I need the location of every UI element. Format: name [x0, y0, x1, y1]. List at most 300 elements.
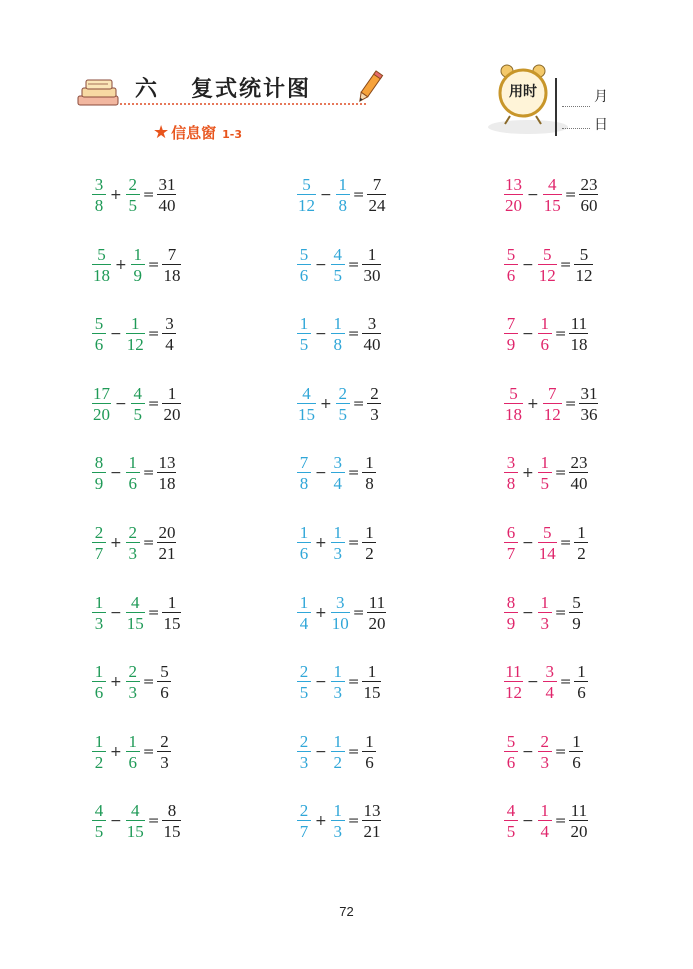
- problem-row: [0, 448, 693, 498]
- numerator: 20: [158, 523, 176, 542]
- answer-fraction: [362, 733, 376, 771]
- numerator: 5: [299, 244, 309, 264]
- denominator: 20: [163, 404, 181, 424]
- answer-fraction: [569, 733, 583, 771]
- answer-fraction: [569, 315, 588, 353]
- numerator: 5: [97, 244, 106, 264]
- operand-fraction: [92, 594, 106, 632]
- operator: −: [110, 813, 122, 830]
- numerator: 8: [94, 453, 104, 473]
- numerator: 5: [506, 731, 516, 751]
- operand-fraction: [538, 802, 552, 840]
- operand-fraction: [504, 802, 518, 840]
- denominator: 5: [92, 820, 106, 840]
- operand-fraction: [538, 594, 552, 632]
- numerator: 1: [333, 801, 342, 821]
- numerator: 5: [542, 523, 552, 542]
- operand-fraction: [126, 524, 140, 562]
- operand-fraction: [543, 176, 562, 214]
- numerator: 3: [333, 453, 342, 473]
- operator: −: [315, 674, 327, 691]
- operator: −: [315, 326, 327, 343]
- equals-sign: =: [142, 535, 155, 551]
- denominator: 3: [331, 542, 345, 562]
- numerator: 4: [130, 801, 140, 821]
- problem: [297, 448, 376, 498]
- problem: [504, 796, 588, 846]
- equals-sign: =: [564, 395, 577, 412]
- operand-fraction: [131, 385, 145, 423]
- equals-sign: =: [554, 604, 567, 621]
- denominator: 18: [93, 265, 110, 285]
- numerator: 1: [540, 801, 549, 821]
- operand-fraction: [504, 385, 523, 423]
- denominator: 4: [538, 820, 552, 840]
- problem-row: [0, 588, 693, 638]
- numerator: 1: [577, 662, 586, 682]
- operand-fraction: [504, 454, 518, 492]
- numerator: 1: [333, 314, 342, 334]
- equals-sign: =: [142, 674, 155, 691]
- denominator: 3: [538, 751, 552, 771]
- equals-sign: =: [559, 674, 572, 691]
- numerator: 1: [167, 592, 177, 612]
- numerator: 1: [299, 592, 309, 612]
- operand-fraction: [126, 454, 140, 492]
- denominator: 3: [367, 403, 381, 423]
- operator: −: [315, 743, 327, 760]
- problem: [504, 657, 588, 707]
- numerator: 8: [167, 801, 177, 821]
- denominator: 40: [363, 335, 381, 355]
- numerator: 4: [547, 175, 557, 194]
- equals-sign: =: [554, 465, 567, 482]
- numerator: 1: [94, 731, 104, 751]
- numerator: 1: [367, 662, 377, 682]
- problem-row: [0, 170, 693, 220]
- problem: [92, 170, 176, 220]
- problem-row: [0, 379, 693, 429]
- problem: [504, 727, 583, 777]
- denominator: 18: [505, 404, 522, 424]
- numerator: 3: [545, 662, 554, 682]
- operator: +: [110, 187, 122, 203]
- denominator: 5: [538, 472, 552, 492]
- problem: [504, 309, 588, 359]
- denominator: 18: [570, 335, 588, 355]
- denominator: 9: [92, 472, 106, 492]
- numerator: 2: [128, 523, 137, 542]
- problem: [297, 518, 376, 568]
- numerator: 11: [570, 801, 588, 821]
- denominator: 2: [331, 751, 345, 771]
- numerator: 31: [158, 175, 176, 194]
- numerator: 11: [505, 662, 522, 682]
- operand-fraction: [126, 663, 140, 701]
- numerator: 1: [333, 662, 342, 682]
- day-field: [562, 114, 608, 134]
- numerator: 1: [128, 731, 137, 751]
- equals-sign: =: [554, 326, 567, 343]
- denominator: 8: [336, 194, 350, 214]
- numerator: 4: [302, 383, 311, 403]
- operator: −: [110, 465, 122, 482]
- answer-fraction: [157, 663, 171, 701]
- operand-fraction: [297, 524, 311, 562]
- denominator: 2: [92, 751, 106, 771]
- denominator: 3: [331, 681, 345, 701]
- operator: +: [315, 813, 327, 830]
- denominator: 20: [368, 613, 386, 633]
- operand-fraction: [504, 176, 523, 214]
- equals-sign: =: [142, 743, 155, 760]
- numerator: 17: [93, 383, 110, 403]
- problem: [297, 379, 381, 429]
- numerator: 1: [540, 592, 549, 612]
- section-heading: [153, 122, 242, 143]
- operand-fraction: [538, 315, 552, 353]
- problem: [297, 657, 381, 707]
- title-underline: [120, 103, 366, 105]
- numerator: 2: [299, 801, 309, 821]
- denominator: 4: [162, 333, 176, 353]
- operand-fraction: [92, 246, 111, 284]
- operand-fraction: [92, 733, 106, 771]
- numerator: 23: [570, 453, 588, 473]
- operand-fraction: [297, 176, 316, 214]
- star-icon: ★: [153, 122, 170, 143]
- numerator: 5: [579, 244, 589, 264]
- denominator: 5: [131, 403, 145, 423]
- operand-fraction: [126, 176, 140, 214]
- operand-fraction: [336, 176, 350, 214]
- denominator: 15: [363, 683, 381, 703]
- operator: +: [110, 743, 122, 760]
- denominator: 3: [331, 820, 345, 840]
- denominator: 6: [504, 751, 518, 771]
- answer-fraction: [362, 246, 381, 284]
- numerator: 1: [540, 453, 549, 473]
- operator: −: [320, 187, 332, 203]
- problem: [92, 240, 181, 290]
- operand-fraction: [92, 315, 106, 353]
- denominator: 8: [92, 194, 106, 214]
- denominator: 9: [504, 333, 518, 353]
- denominator: 12: [298, 196, 315, 215]
- answer-fraction: [157, 733, 171, 771]
- month-label: 月: [594, 89, 608, 105]
- numerator: 8: [506, 592, 516, 612]
- operand-fraction: [126, 315, 145, 353]
- numerator: 31: [580, 383, 598, 403]
- answer-fraction: [579, 176, 598, 214]
- operand-fraction: [504, 524, 518, 562]
- denominator: 14: [538, 544, 556, 563]
- numerator: 1: [365, 523, 374, 542]
- denominator: 21: [363, 822, 381, 842]
- numerator: 11: [368, 592, 386, 612]
- numerator: 13: [363, 801, 381, 821]
- denominator: 40: [158, 196, 176, 215]
- numerator: 1: [338, 175, 347, 194]
- denominator: 9: [131, 264, 145, 284]
- answer-fraction: [157, 524, 176, 562]
- denominator: 15: [126, 613, 144, 633]
- numerator: 4: [130, 592, 140, 612]
- numerator: 5: [506, 244, 516, 264]
- operand-fraction: [92, 802, 106, 840]
- problem: [504, 379, 598, 429]
- answer-fraction: [362, 524, 376, 562]
- denominator: 40: [570, 474, 588, 494]
- operand-fraction: [331, 246, 345, 284]
- denominator: 7: [92, 542, 106, 562]
- denominator: 6: [297, 264, 311, 284]
- equals-sign: =: [564, 187, 577, 203]
- equals-sign: =: [142, 187, 155, 203]
- problem: [297, 240, 381, 290]
- pencil-icon: [354, 70, 384, 106]
- numerator: 2: [94, 523, 104, 542]
- problem: [92, 588, 181, 638]
- denominator: 3: [126, 681, 140, 701]
- equals-sign: =: [559, 256, 572, 273]
- denominator: 60: [580, 196, 598, 215]
- numerator: 1: [577, 523, 586, 542]
- denominator: 20: [505, 196, 522, 215]
- numerator: 23: [580, 175, 598, 194]
- denominator: 9: [504, 612, 518, 632]
- equals-sign: =: [352, 395, 365, 412]
- operand-fraction: [92, 663, 106, 701]
- operand-fraction: [538, 733, 552, 771]
- equals-sign: =: [347, 256, 360, 273]
- equals-sign: =: [142, 465, 155, 482]
- operand-fraction: [504, 594, 518, 632]
- answer-fraction: [569, 594, 583, 632]
- problem: [297, 796, 381, 846]
- operand-fraction: [504, 663, 523, 701]
- denominator: 3: [538, 612, 552, 632]
- operator: +: [320, 395, 332, 412]
- numerator: 7: [167, 244, 177, 264]
- denominator: 6: [157, 681, 171, 701]
- denominator: 15: [543, 196, 561, 215]
- problem: [92, 518, 176, 568]
- operator: −: [315, 256, 327, 273]
- numerator: 4: [333, 244, 342, 264]
- numerator: 5: [160, 662, 169, 682]
- answer-fraction: [569, 454, 588, 492]
- numerator: 1: [365, 731, 374, 751]
- operator: −: [522, 535, 534, 551]
- numerator: 1: [94, 662, 104, 682]
- numerator: 3: [367, 314, 377, 334]
- numerator: 3: [165, 314, 174, 334]
- numerator: 1: [367, 244, 377, 264]
- answer-fraction: [574, 663, 588, 701]
- operand-fraction: [331, 454, 345, 492]
- problem-row: [0, 309, 693, 359]
- equals-sign: =: [554, 743, 567, 760]
- equals-sign: =: [147, 604, 160, 621]
- operator: −: [315, 465, 327, 482]
- denominator: 5: [297, 333, 311, 353]
- equals-sign: =: [347, 535, 360, 551]
- numerator: 2: [160, 731, 169, 751]
- operator: −: [110, 326, 122, 343]
- page-number: 72: [339, 904, 354, 919]
- denominator: 6: [92, 681, 106, 701]
- answer-fraction: [362, 663, 381, 701]
- problem: [504, 518, 588, 568]
- operand-fraction: [92, 385, 111, 423]
- operator: −: [522, 256, 534, 273]
- numerator: 4: [133, 383, 142, 403]
- numerator: 2: [128, 175, 137, 194]
- operand-fraction: [331, 594, 350, 632]
- answer-fraction: [162, 594, 181, 632]
- equals-sign: =: [147, 813, 160, 830]
- problem-row: [0, 727, 693, 777]
- day-label: 日: [594, 117, 608, 133]
- numerator: 6: [506, 523, 516, 542]
- operator: −: [527, 674, 539, 691]
- problem: [297, 170, 386, 220]
- operand-fraction: [297, 594, 311, 632]
- denominator: 4: [331, 472, 345, 492]
- denominator: 6: [538, 333, 552, 353]
- denominator: 15: [163, 822, 181, 842]
- denominator: 12: [126, 335, 144, 355]
- section-range: 1-3: [222, 128, 243, 141]
- denominator: 30: [363, 265, 381, 285]
- operand-fraction: [126, 802, 145, 840]
- numerator: 2: [128, 662, 137, 682]
- numerator: 1: [130, 314, 140, 334]
- equals-sign: =: [347, 465, 360, 482]
- answer-fraction: [574, 524, 588, 562]
- date-divider: [555, 78, 557, 136]
- day-blank: [562, 128, 590, 129]
- operand-fraction: [297, 454, 311, 492]
- operand-fraction: [297, 385, 316, 423]
- numerator: 1: [128, 453, 137, 473]
- numerator: 1: [540, 314, 549, 334]
- denominator: 12: [505, 683, 522, 703]
- operand-fraction: [504, 733, 518, 771]
- denominator: 5: [504, 820, 518, 840]
- equals-sign: =: [347, 326, 360, 343]
- denominator: 5: [331, 264, 345, 284]
- answer-fraction: [162, 315, 176, 353]
- problem: [504, 448, 588, 498]
- operand-fraction: [331, 733, 345, 771]
- denominator: 6: [92, 333, 106, 353]
- denominator: 6: [569, 751, 583, 771]
- operand-fraction: [297, 663, 311, 701]
- answer-fraction: [367, 176, 386, 214]
- operator: +: [527, 395, 539, 412]
- problem: [504, 240, 593, 290]
- equals-sign: =: [347, 743, 360, 760]
- problem: [504, 588, 583, 638]
- denominator: 6: [504, 264, 518, 284]
- operator: −: [522, 326, 534, 343]
- problem-row: [0, 657, 693, 707]
- equals-sign: =: [352, 187, 365, 203]
- problem: [92, 379, 181, 429]
- denominator: 8: [331, 333, 345, 353]
- denominator: 12: [575, 265, 593, 285]
- numerator: 1: [299, 314, 309, 334]
- numerator: 1: [299, 523, 309, 542]
- equals-sign: =: [559, 535, 572, 551]
- numerator: 2: [540, 731, 549, 751]
- operand-fraction: [297, 246, 311, 284]
- denominator: 18: [158, 474, 176, 494]
- numerator: 1: [365, 453, 374, 473]
- denominator: 7: [297, 820, 311, 840]
- numerator: 4: [506, 801, 516, 821]
- operand-fraction: [131, 246, 145, 284]
- equals-sign: =: [347, 674, 360, 691]
- answer-fraction: [569, 802, 588, 840]
- operator: +: [110, 535, 122, 551]
- denominator: 3: [92, 612, 106, 632]
- numerator: 2: [299, 662, 309, 682]
- operand-fraction: [504, 315, 518, 353]
- equals-sign: =: [147, 326, 160, 343]
- denominator: 6: [126, 472, 140, 492]
- denominator: 12: [538, 265, 556, 285]
- denominator: 36: [580, 404, 598, 424]
- denominator: 6: [362, 751, 376, 771]
- problem: [92, 657, 171, 707]
- numerator: 7: [547, 383, 557, 403]
- denominator: 20: [570, 822, 588, 842]
- problem: [297, 309, 381, 359]
- numerator: 1: [167, 383, 177, 403]
- answer-fraction: [362, 802, 381, 840]
- operand-fraction: [92, 454, 106, 492]
- operand-fraction: [336, 385, 350, 423]
- books-icon: [74, 78, 122, 108]
- numerator: 3: [335, 592, 345, 612]
- operator: +: [110, 674, 122, 691]
- problem: [297, 588, 386, 638]
- operand-fraction: [331, 802, 345, 840]
- operand-fraction: [92, 524, 106, 562]
- numerator: 11: [570, 314, 588, 334]
- operand-fraction: [504, 246, 518, 284]
- answer-fraction: [157, 176, 176, 214]
- numerator: 4: [94, 801, 104, 821]
- chapter-number: 六: [135, 77, 160, 102]
- operator: −: [115, 395, 127, 412]
- operator: −: [527, 187, 539, 203]
- operator: +: [115, 256, 127, 273]
- answer-fraction: [367, 594, 386, 632]
- denominator: 15: [298, 404, 315, 424]
- operator: +: [315, 535, 327, 551]
- numerator: 1: [94, 592, 104, 612]
- numerator: 5: [302, 175, 311, 194]
- operand-fraction: [543, 663, 557, 701]
- numerator: 3: [506, 453, 516, 473]
- denominator: 4: [543, 681, 557, 701]
- denominator: 3: [157, 751, 171, 771]
